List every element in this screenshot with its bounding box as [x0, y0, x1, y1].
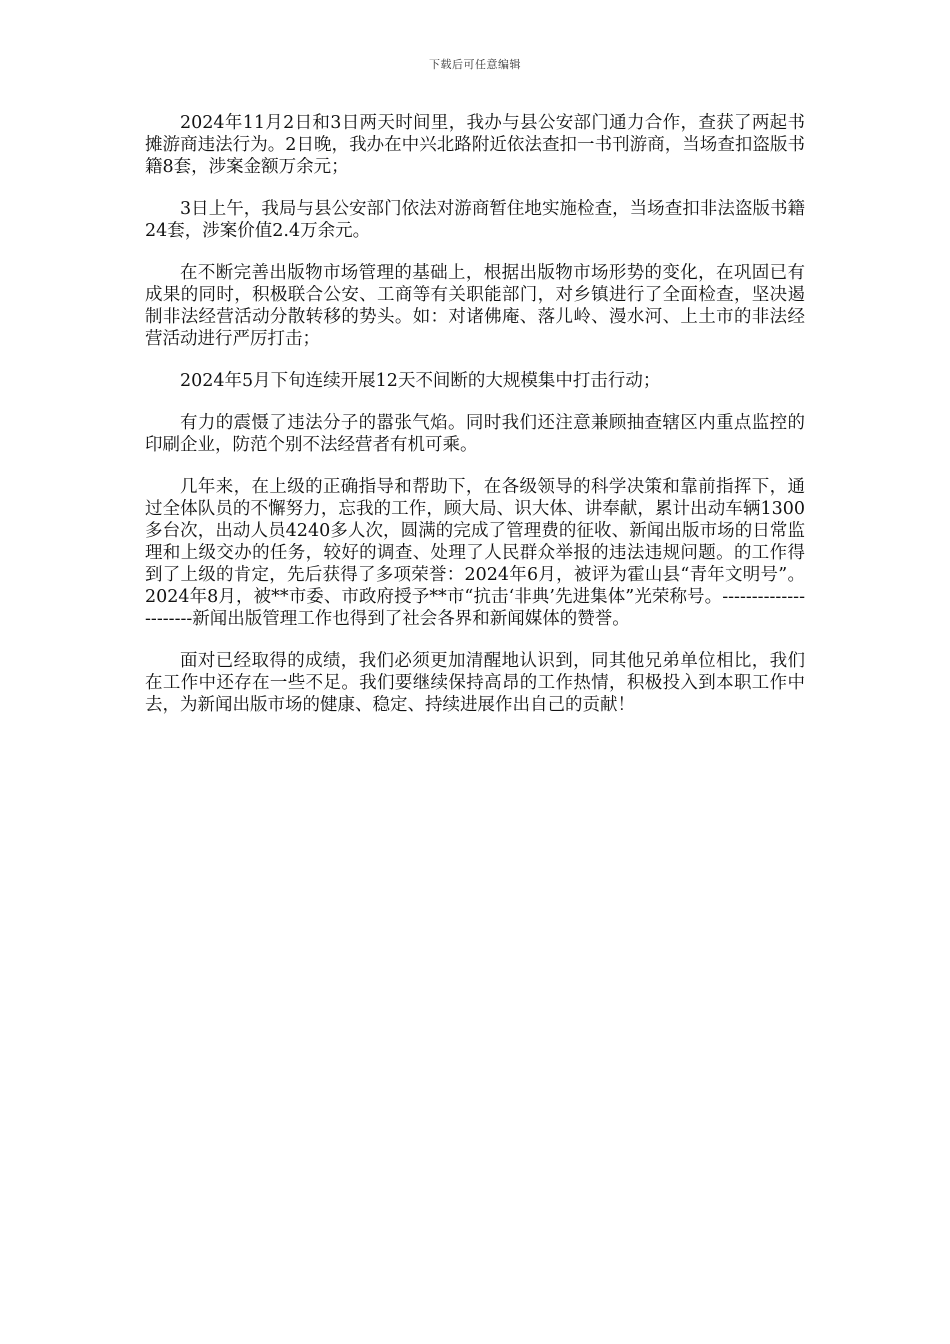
paragraph-1: 2024年11月2日和3日两天时间里，我办与县公安部门通力合作，查获了两起书摊游商违法行为。2日晚，我办在中兴北路附近依法查扣一书刊游商，当场查扣盗版书籍8套，涉案金额万余元； — [145, 113, 805, 177]
paragraph-6: 几年来，在上级的正确指导和帮助下，在各级领导的科学决策和靠前指挥下，通过全体队员的不懈努力，忘我的工作，顾大局、识大体、讲奉献，累计出动车辆1300多台次，出动人员4240多人次，圆满的完成了管理费的征收、新闻出版市场的日常监理和上级交办的任务，较好的调查、处理了人民群众举报的违法违规问题。的工作得到了上级的肯定，先后获得了多项荣誉：2024年6月，被评为霍山县“青年文明号”。2024年8月，被**市委、市政府授予**市“抗击‘非典’先进集体”光荣称号。----------------------新闻出版管理工作也得到了社会各界和新闻媒体的赞誉。 — [145, 477, 805, 629]
paragraph-7: 面对已经取得的成绩，我们必须更加清醒地认识到，同其他兄弟单位相比，我们在工作中还存在一些不足。我们要继续保持高昂的工作热情，积极投入到本职工作中去，为新闻出版市场的健康、稳定、持续进展作出自己的贡献！ — [145, 651, 805, 715]
paragraph-3: 在不断完善出版物市场管理的基础上，根据出版物市场形势的变化，在巩固已有成果的同时，积极联合公安、工商等有关职能部门，对乡镇进行了全面检查，坚决遏制非法经营活动分散转移的势头。如：对诸佛庵、落儿岭、漫水河、上土市的非法经营活动进行严厉打击； — [145, 263, 805, 349]
page-header-note: 下载后可任意编辑 — [429, 58, 521, 71]
paragraph-2: 3日上午，我局与县公安部门依法对游商暂住地实施检查，当场查扣非法盗版书籍24套，涉案价值2.4万余元。 — [145, 199, 805, 241]
paragraph-5: 有力的震慑了违法分子的嚣张气焰。同时我们还注意兼顾抽查辖区内重点监控的印刷企业，防范个别不法经营者有机可乘。 — [145, 413, 805, 455]
paragraph-4: 2024年5月下旬连续开展12天不间断的大规模集中打击行动； — [180, 371, 661, 391]
document-body — [145, 112, 805, 736]
